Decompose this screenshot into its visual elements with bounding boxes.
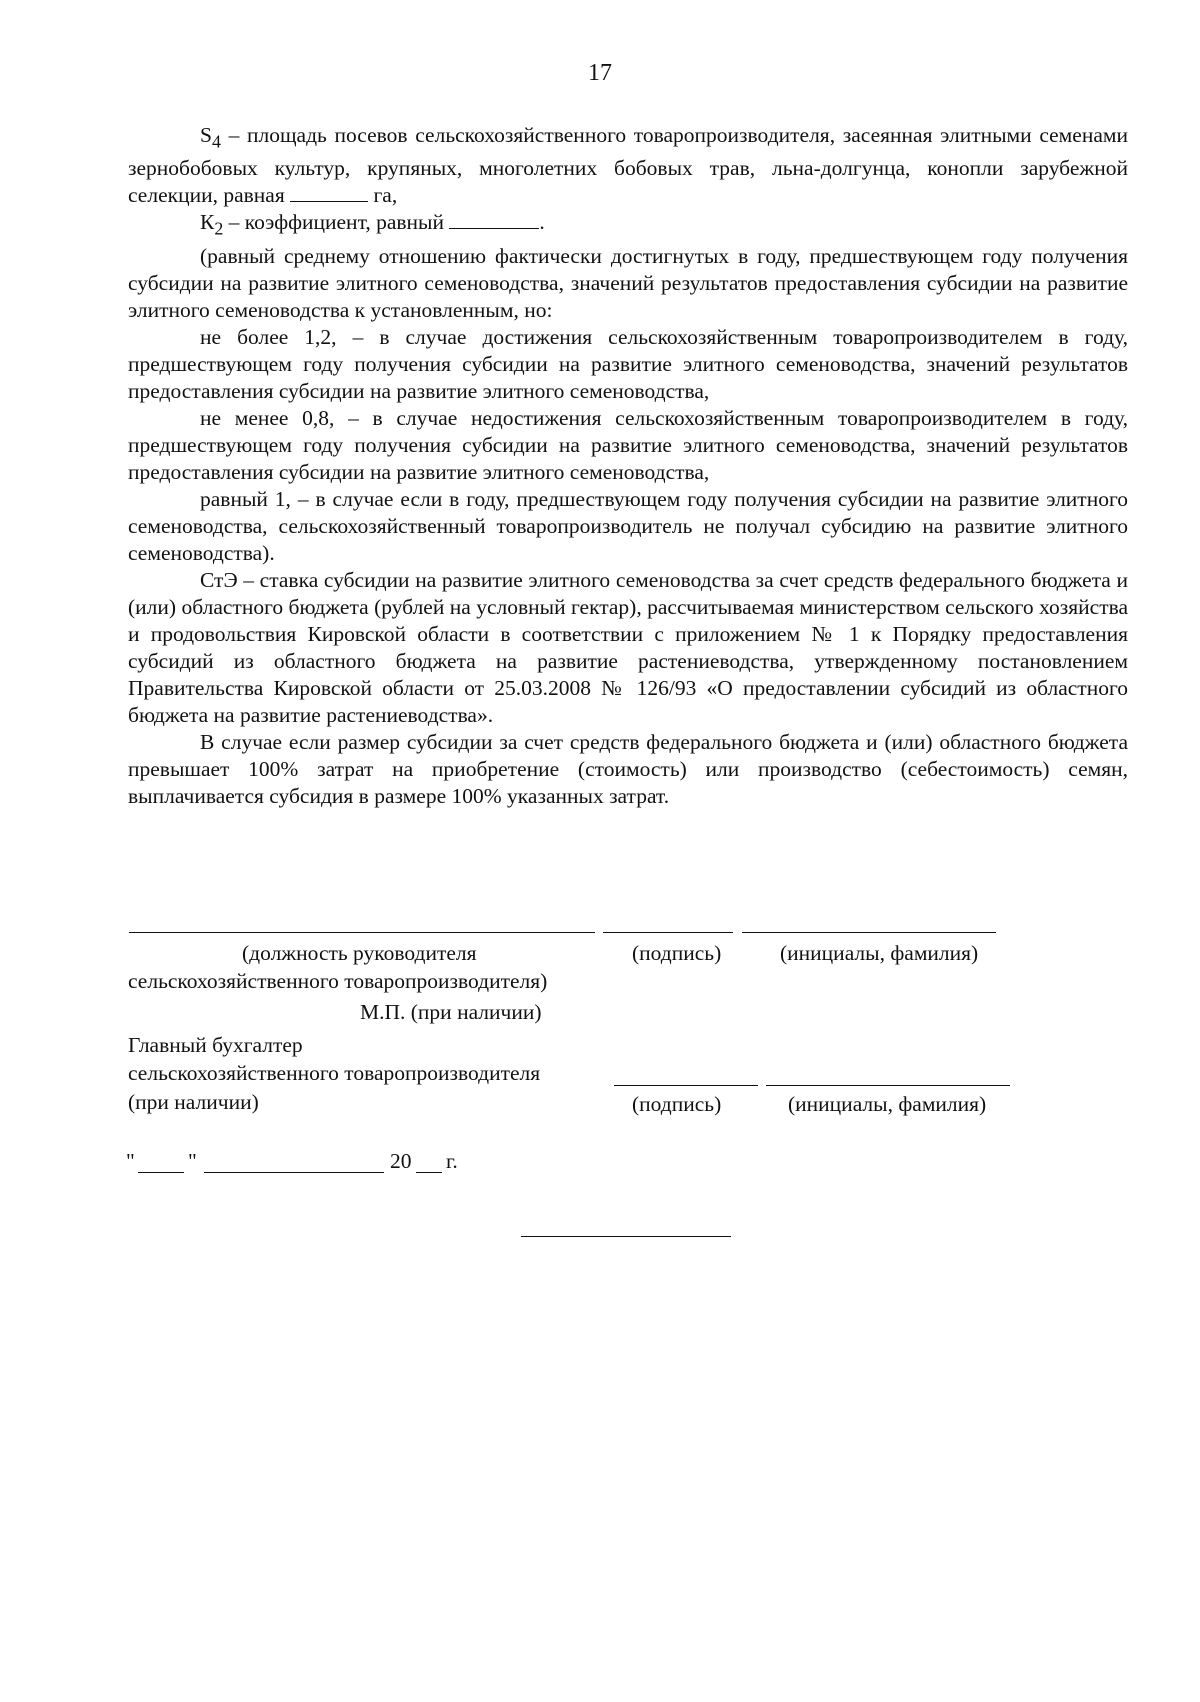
paragraph-limit: В случае если размер субсидии за счет средств федерального бюджета и (или) областного бюджета превышает 100% затрат на приобретение (стоимость) или производство (себестоимость) семян, выплачивается субсидия в размере 100% указанных затрат. (128, 729, 1128, 808)
head-position-label-2: сельскохозяйственного товаропроизводителя) (128, 969, 548, 993)
head-position-line (129, 932, 595, 933)
date-quote-open: " (126, 1149, 135, 1173)
paragraph-text-end: га, (368, 183, 398, 208)
symbol-k: К (200, 210, 215, 235)
paragraph-text: – площадь посевов сельскохозяйственного товаропроизводителя, засеянная элитными семенами зернобобовых культур, крупяных, многолетних бобовых трав, льна-долгунца, конопли зарубежной селекции, равная (128, 123, 1128, 208)
date-day-line (138, 1172, 184, 1173)
blank-area-field (290, 183, 368, 202)
end-divider (521, 1236, 731, 1237)
paragraph-equal-coefficient: равный 1, – в случае если в году, предшествующем году получения субсидии на развитие элитного семеноводства, сельскохозяйственный товаропроизводитель не получал субсидию на развитие элитного семеноводства). (128, 486, 1128, 565)
symbol-subscript: 4 (211, 131, 221, 152)
date-quote-close: " (188, 1149, 197, 1173)
head-signature-line (603, 932, 733, 933)
head-signature-label: (подпись) (632, 941, 722, 965)
date-year-prefix: 20 (390, 1149, 412, 1173)
accountant-initials-label: (инициалы, фамилия) (788, 1092, 987, 1116)
accountant-title: Главный бухгалтер (128, 1033, 303, 1057)
date-year-line (416, 1172, 442, 1173)
accountant-signature-line (614, 1085, 758, 1086)
accountant-initials-line (766, 1085, 1010, 1086)
date-month-line (204, 1172, 384, 1173)
stamp-label: М.П. (при наличии) (360, 1000, 542, 1024)
page-number: 17 (588, 60, 612, 86)
document-body (128, 122, 1128, 810)
paragraph-s4 (128, 122, 1128, 209)
paragraph-max-coefficient: не более 1,2, – в случае достижения сельскохозяйственным товаропроизводителем в году, предшествующем году получения субсидии на развитие элитного семеноводства, значений результатов предоставления субсидии на развитие элитного семеноводства, (128, 324, 1128, 403)
head-initials-line (742, 932, 996, 933)
paragraph-min-coefficient: не менее 0,8, – в случае недостижения сельскохозяйственным товаропроизводителем в году, предшествующем году получения субсидии на развитие элитного семеноводства, значений результатов предоставления субсидии на развитие элитного семеноводства, (128, 405, 1128, 484)
accountant-signature-label: (подпись) (632, 1092, 722, 1116)
paragraph-k2 (128, 209, 1128, 242)
accountant-title-2: сельскохозяйственного товаропроизводителя (128, 1061, 541, 1085)
head-initials-label: (инициалы, фамилия) (780, 941, 979, 965)
paragraph-text: – коэффициент, равный (223, 210, 450, 235)
accountant-title-3: (при наличии) (128, 1090, 259, 1114)
paragraph-text-end: . (539, 210, 545, 235)
symbol-s: S (200, 123, 212, 147)
blank-coefficient-field (449, 210, 539, 229)
symbol-subscript: 2 (214, 218, 224, 239)
head-position-label: (должность руководителя (242, 941, 477, 965)
paragraph-rate-definition: СтЭ – ставка субсидии на развитие элитного семеноводства за счет средств федерального бюджета и (или) областного бюджета (рублей на условный гектар), рассчитываемая министерством сельского хозяйства и продовольствия Кировской области в соответствии с приложением № 1 к Порядку предоставления субсидий из областного бюджета на развитие растениеводства, утвержденному постановлением Правительства Кировской области от 25.03.2008 № 126/93 «О предоставлении субсидий из областного бюджета на развитие растениеводства». (128, 567, 1128, 727)
paragraph-coefficient-definition: (равный среднему отношению фактически достигнутых в году, предшествующем году получения субсидии на развитие элитного семеноводства, значений результатов предоставления субсидии на развитие элитного семеноводства к установленным, но: (128, 243, 1128, 322)
date-year-suffix: г. (446, 1149, 458, 1173)
